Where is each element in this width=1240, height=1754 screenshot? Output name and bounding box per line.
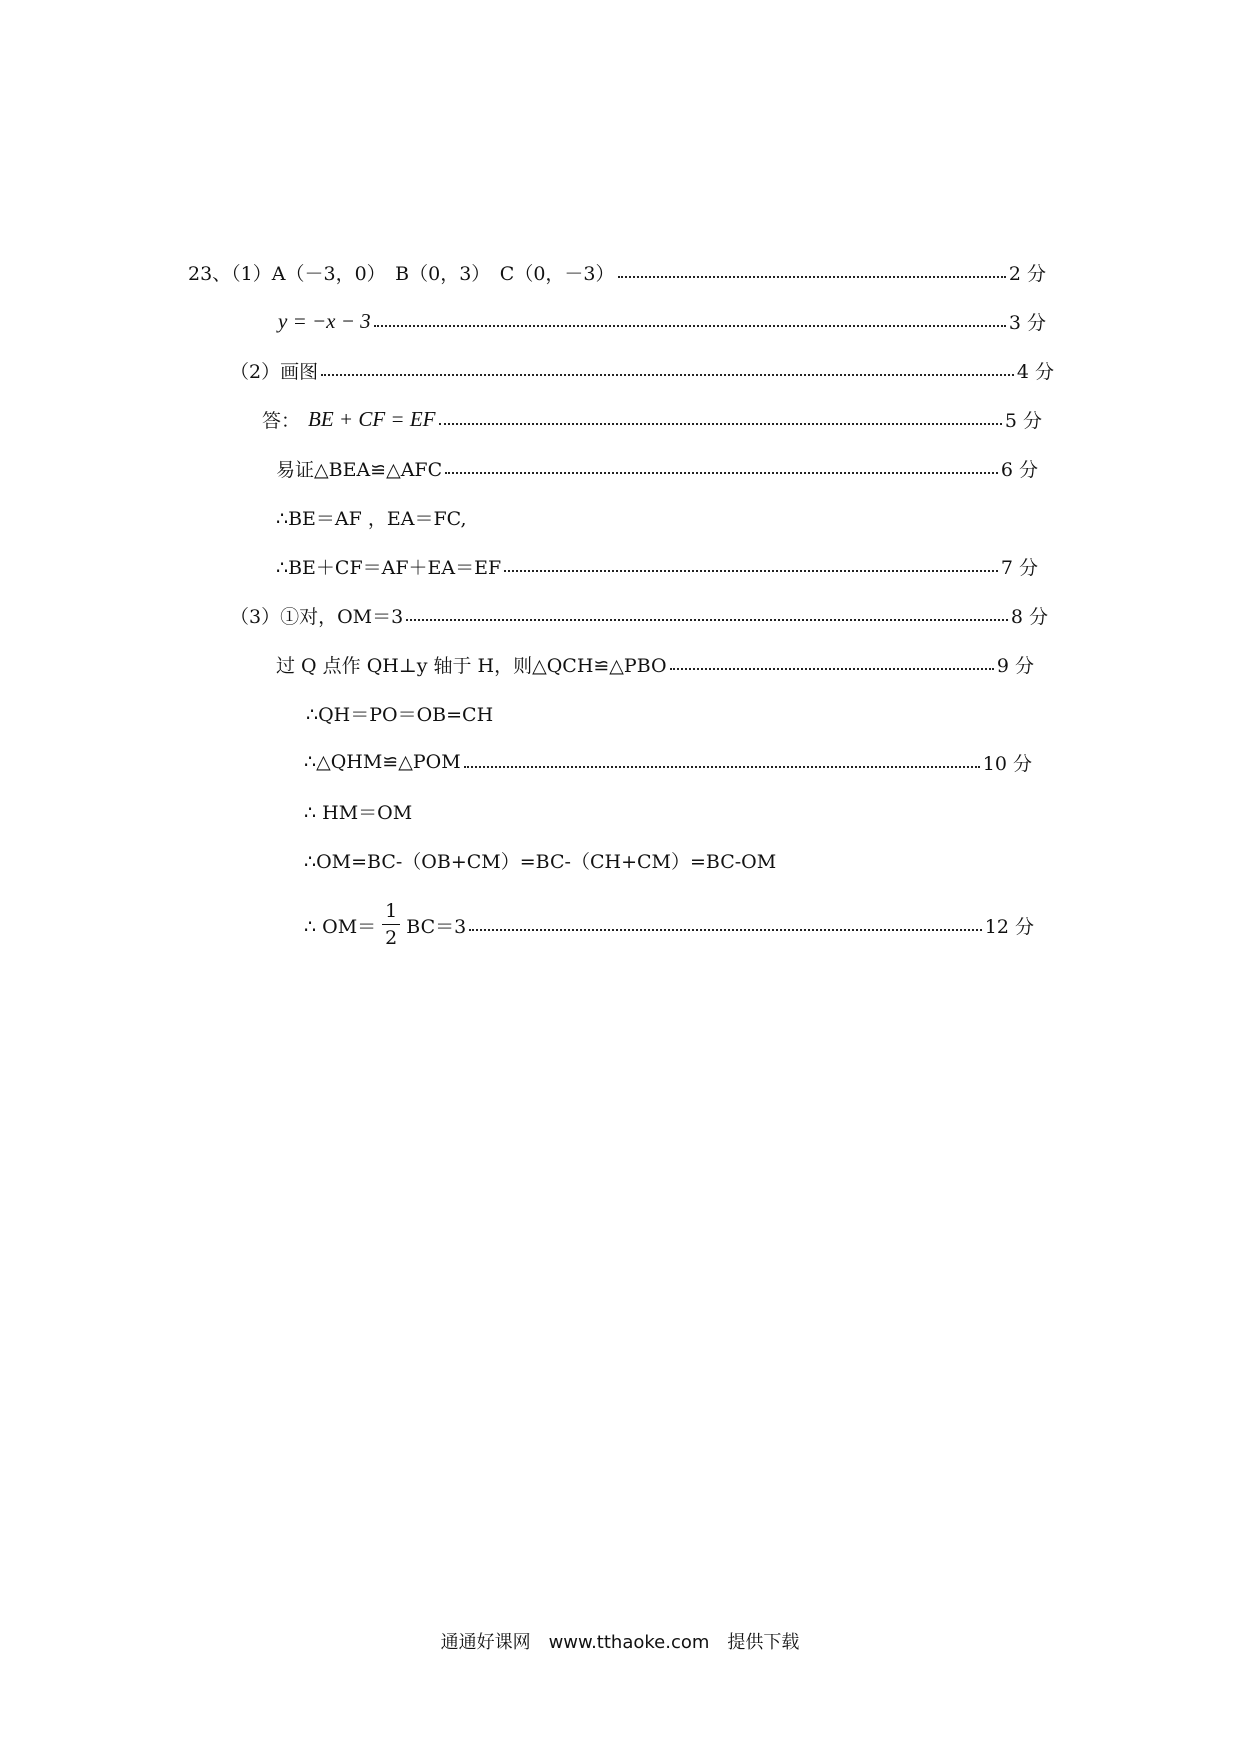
answer-line-sum: [276, 546, 1038, 586]
answer-line-om-derivation: [304, 840, 1024, 880]
score-label: 4 分: [1016, 360, 1054, 383]
score-label: 8 分: [1010, 605, 1048, 628]
fraction-numerator: 1: [382, 902, 400, 925]
line-text: （2）画图: [230, 360, 319, 383]
line-text: 易证△BEA≌△AFC: [276, 458, 443, 481]
dot-leader: [321, 374, 1014, 376]
answer-line-answer: [262, 399, 1042, 439]
dot-leader: [406, 619, 1008, 621]
score-label: 12 分: [984, 915, 1034, 938]
score-label: 9 分: [996, 654, 1034, 677]
line-text: ∴BE＋CF＝AF＋EA＝EF: [276, 556, 502, 579]
answer-line-construction: [276, 644, 1034, 684]
answer-line-hm: [304, 791, 1024, 831]
answer-line-23-part1: [188, 252, 1046, 292]
score-label: 10 分: [982, 752, 1032, 775]
score-label: 6 分: [1000, 458, 1038, 481]
dot-leader: [670, 668, 994, 670]
line-prefix: ∴ OM＝: [304, 915, 377, 938]
score-label: 3 分: [1008, 311, 1046, 334]
answer-line-congruence: [276, 448, 1038, 488]
answer-line-part2: [230, 350, 1054, 390]
answer-line-part3: [230, 595, 1048, 635]
dot-leader: [469, 929, 982, 931]
dot-leader: [445, 472, 998, 474]
dot-leader: [439, 423, 1002, 425]
line-text: ∴△QHM≌△POM: [304, 751, 461, 773]
answer-line-qh: [306, 693, 1026, 733]
answer-line-om-result: [304, 896, 1034, 954]
line-suffix: BC＝3: [406, 915, 467, 938]
equation-text: y = −x − 3: [278, 308, 371, 333]
fraction: [382, 902, 400, 948]
dot-leader: [464, 766, 980, 768]
score-label: 2 分: [1008, 262, 1046, 285]
answer-line-equalities: [276, 497, 1038, 537]
equation-text: BE + CF = EF: [308, 406, 436, 431]
line-text: 过 Q 点作 QH⊥y 轴于 H，则△QCH≌△PBO: [276, 654, 667, 677]
dot-leader: [374, 325, 1006, 327]
footer-credit: 通通好课网 www.tthaoke.com 提供下载: [440, 1632, 800, 1653]
line-text: ∴BE＝AF ，EA＝FC,: [276, 507, 467, 530]
line-text: （3）①对，OM＝3: [230, 605, 404, 628]
answer-line-equation: [278, 301, 1046, 341]
score-label: 5 分: [1004, 409, 1042, 432]
answer-line-qhm: [304, 742, 1032, 782]
line-prefix: 答：: [262, 409, 301, 432]
line-text: ∴QH＝PO＝OB=CH: [306, 703, 494, 726]
score-label: 7 分: [1000, 556, 1038, 579]
line-text: 23、（1）A（－3，0） B（0，3） C（0，－3）: [188, 262, 615, 285]
dot-leader: [504, 570, 998, 572]
line-text: ∴ HM＝OM: [304, 801, 413, 824]
line-text: ∴OM=BC-（OB+CM）=BC-（CH+CM）=BC-OM: [304, 850, 777, 873]
dot-leader: [618, 276, 1006, 278]
fraction-denominator: 2: [385, 927, 398, 949]
